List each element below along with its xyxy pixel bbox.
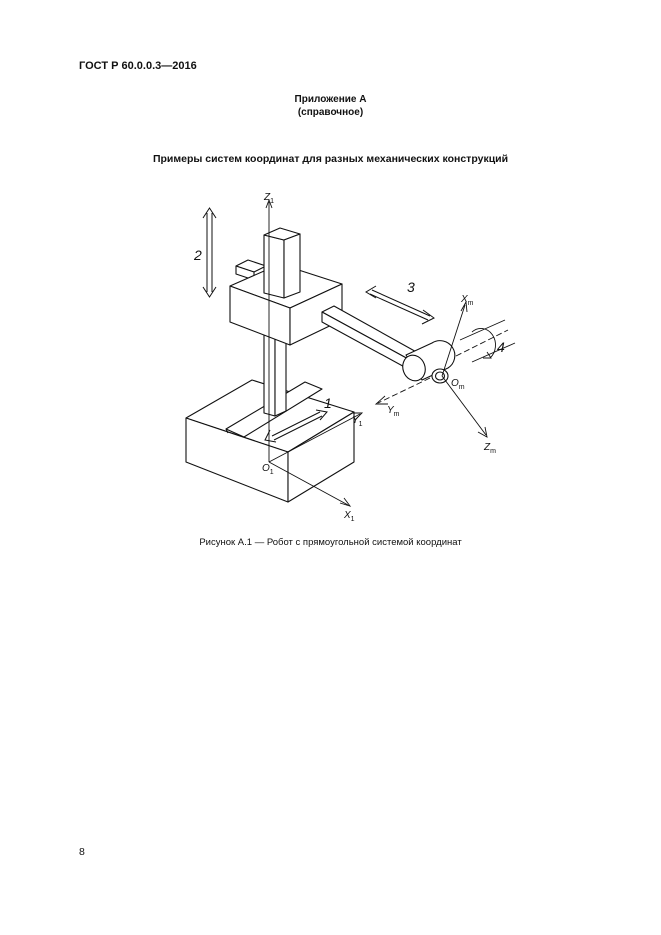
svg-text:O1: $O_1$ bbox=[262, 463, 274, 476]
section-title: Примеры систем координат для разных механических конструкций bbox=[152, 153, 509, 165]
ym-axis bbox=[378, 378, 430, 403]
o1-label: O bbox=[262, 463, 270, 474]
om-label: O bbox=[451, 378, 459, 389]
appendix-heading bbox=[0, 93, 661, 119]
xm-label: X bbox=[461, 294, 468, 305]
figure-caption: Рисунок А.1 — Робот с прямоугольной системой координат bbox=[199, 537, 462, 548]
motion-label-2: 2 bbox=[194, 247, 202, 263]
x1-label: X bbox=[344, 510, 351, 521]
svg-text:X1: $X_1$ bbox=[344, 510, 355, 523]
svg-text:Om: $O_m$ bbox=[451, 378, 465, 391]
svg-text:Z1: $Z_1$ bbox=[264, 192, 275, 205]
zm-label: Z bbox=[484, 442, 491, 453]
motion-label-1: 1 bbox=[324, 395, 332, 411]
mast-front bbox=[264, 235, 284, 298]
xm-axis bbox=[442, 305, 465, 376]
z1-label: Z bbox=[264, 192, 271, 203]
svg-text:Xm: $X_m$ bbox=[461, 294, 474, 307]
motion-label-4: 4 bbox=[497, 339, 505, 355]
appendix-note: (справочное) bbox=[297, 107, 364, 118]
cartesian-robot-drawing bbox=[160, 180, 520, 525]
motion-arrow-2 bbox=[203, 208, 216, 297]
motion-label-3: 3 bbox=[407, 279, 415, 295]
motion-arrow-3 bbox=[366, 286, 434, 324]
y1-label: Y bbox=[352, 415, 359, 426]
ym-label: Y bbox=[387, 405, 394, 416]
appendix-title: Приложение А bbox=[294, 94, 367, 105]
mast-side bbox=[284, 234, 300, 298]
horizontal-arm-top bbox=[322, 306, 420, 360]
robot-figure bbox=[160, 180, 520, 525]
svg-text:Zm: $Z_m$ bbox=[484, 442, 496, 455]
standard-code-header: ГОСТ Р 60.0.0.3—2016 bbox=[79, 60, 197, 72]
page-number: 8 bbox=[79, 846, 85, 858]
svg-text:Ym: $Y_m$ bbox=[387, 405, 400, 418]
svg-text:Y1: $Y_1$ bbox=[352, 415, 363, 428]
